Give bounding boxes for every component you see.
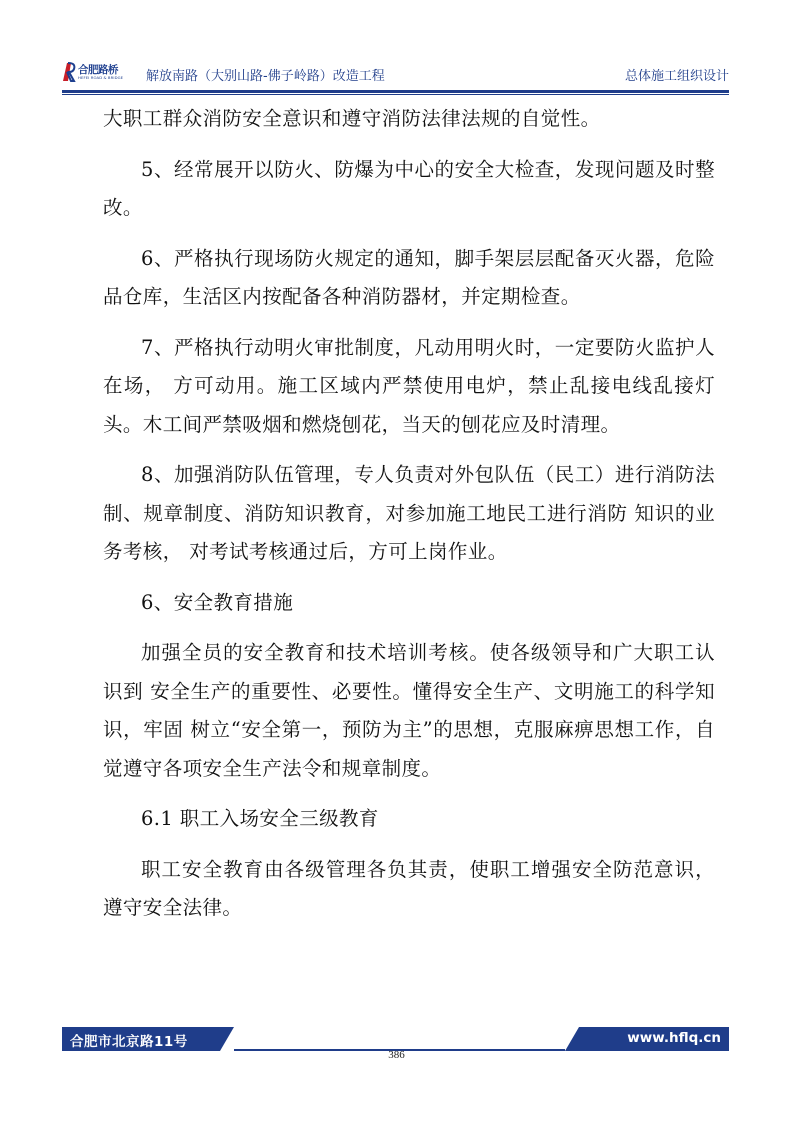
document-body (103, 100, 715, 928)
footer-decoration (220, 1027, 234, 1051)
page-header (62, 58, 729, 88)
paragraph: 大职工群众消防安全意识和遵守消防法律法规的自觉性。 (103, 107, 601, 130)
paragraph: 职工安全教育由各级管理各负其责，使职工增强安全防范意识，遵守安全法律。 (103, 857, 715, 919)
footer-website: www.hflq.cn (627, 1030, 721, 1046)
road-bridge-logo-icon (62, 62, 76, 82)
subsection-heading: 6.1 职工入场安全三级教育 (141, 807, 379, 830)
logo-subtext: HEFEI ROAD & BRIDGE (78, 75, 124, 80)
footer-decoration (565, 1027, 579, 1051)
project-title: 解放南路（大别山路-佛子岭路）改造工程 (146, 69, 385, 84)
header-divider (62, 90, 729, 93)
footer-website-bar (579, 1027, 729, 1051)
document-title: 总体施工组织设计 (624, 69, 729, 84)
section-heading: 6、安全教育措施 (141, 590, 294, 614)
paragraph: 7、严格执行动明火审批制度，凡动用明火时，一定要防火监护人在场， 方可动用。施工区域内严禁使用电炉，禁止乱接电线乱接灯头。木工间严禁吸烟和燃烧刨花，当天的刨花应及时清理。 (103, 335, 715, 436)
paragraph: 5、经常展开以防火、防爆为中心的安全大检查，发现问题及时整改。 (103, 157, 715, 219)
paragraph: 加强全员的安全教育和技术培训考核。使各级领导和广大职工认识到 安全生产的重要性、必要性。懂得安全生产、文明施工的科学知识，牢固 树立“安全第一，预防为主”的思想，克服麻痹思想工作，自觉遵守各项安全生产法令和规章制度。 (103, 641, 715, 780)
paragraph: 8、加强消防队伍管理，专人负责对外包队伍（民工）进行消防法制、规章制度、消防知识教育，对参加施工地民工进行消防 知识的业务考核， 对考试考核通过后，方可上岗作业。 (103, 463, 715, 563)
company-logo (62, 62, 126, 84)
footer-address-bar (62, 1027, 220, 1051)
paragraph: 6、严格执行现场防火规定的通知，脚手架层层配备灭火器，危险品仓库，生活区内按配备各种消防器材，并定期检查。 (103, 246, 715, 308)
header-divider-thin (62, 94, 729, 95)
logo-text: 合肥路桥 (78, 64, 118, 76)
page-number: 386 (388, 1049, 405, 1061)
footer-address: 合肥市北京路11号 (70, 1034, 188, 1050)
